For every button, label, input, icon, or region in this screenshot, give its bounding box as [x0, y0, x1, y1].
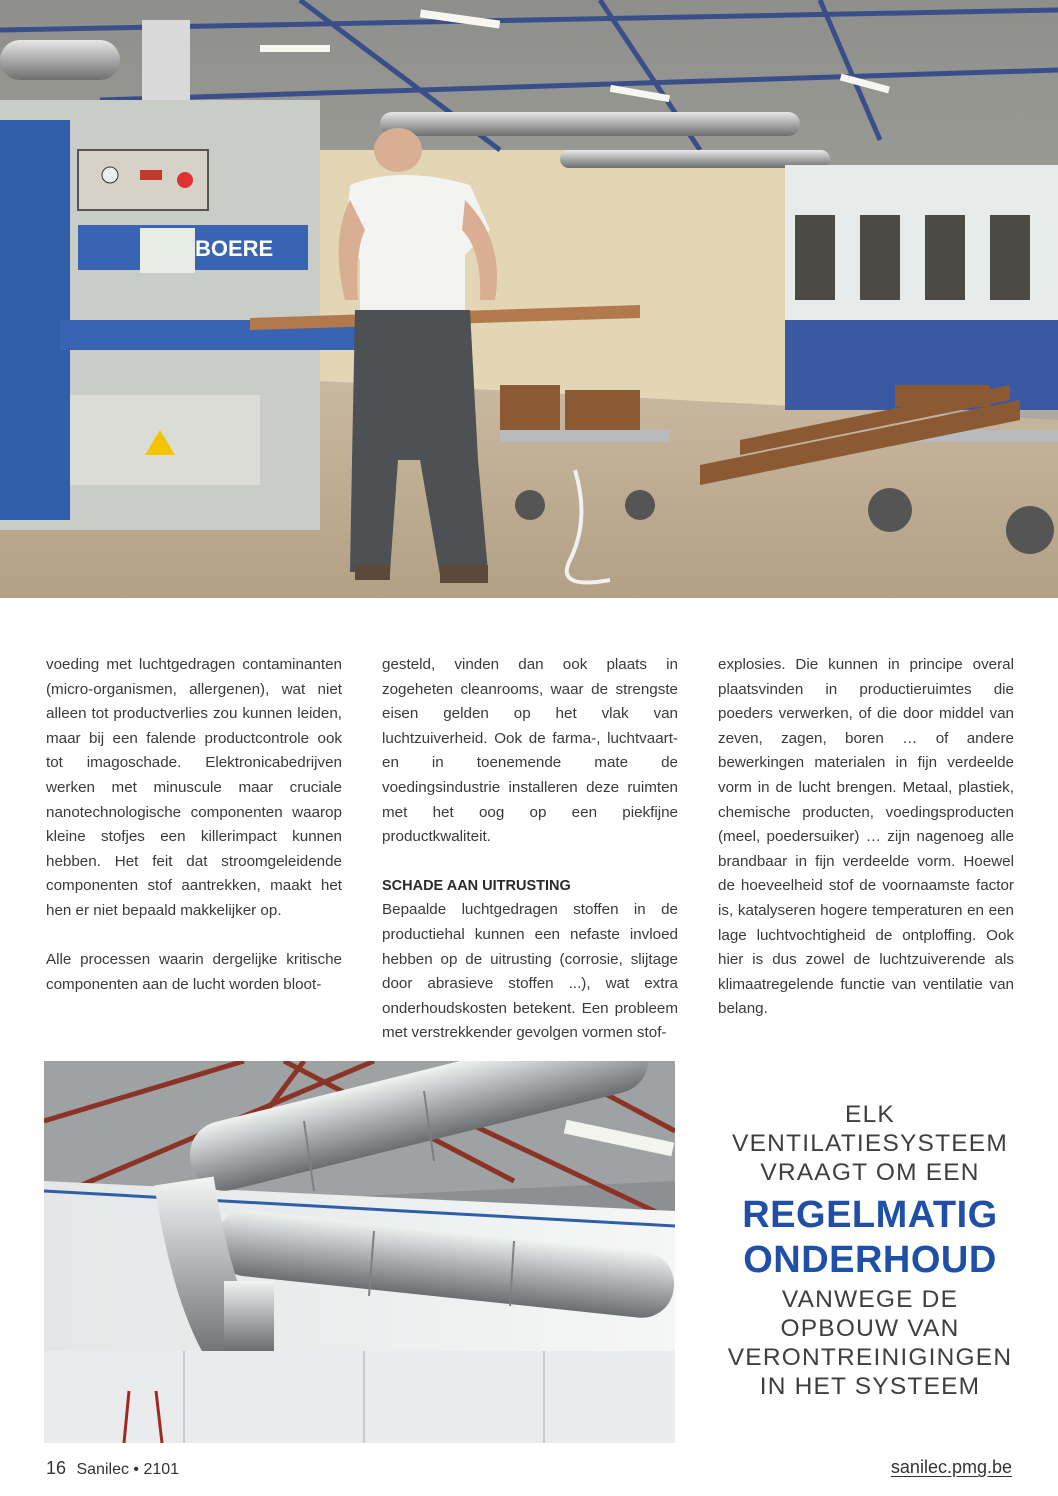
website-link[interactable]: sanilec.pmg.be — [890, 1457, 1012, 1477]
body-paragraph: voeding met luchtgedragen contaminanten (micro-organismen, allergenen), wat niet alleen tot productverlies zou kunnen leiden, maar bij een falende productcontrole ook tot imagoschade. Elektronicabedrijven werken met minuscule maar cruciale nanotechnologische componenten waarop kleine stofjes een killerimpact kunnen hebben. Het feit dat stroomgeleidende componenten stof aantrekken, maakt het hen er niet bepaald makkelijker op. — [46, 656, 342, 919]
footer-folio — [46, 1458, 179, 1479]
pull-quote-line: VANWEGE DE — [781, 1286, 959, 1313]
pull-quote-line: ELK VENTILATIESYSTEEM — [732, 1101, 1008, 1157]
body-paragraph: gesteld, vinden dan ook plaats in zogeheten cleanrooms, waar de strengste eisen gelden op het vlak van luchtzuiverheid. Ook de farma-, luchtvaart- en in toenemende mate de voedingsindustrie installeren deze ruimten met het oog op een piekfijne productkwaliteit. — [382, 656, 678, 846]
page-number: 16 — [46, 1458, 67, 1478]
pull-quote-emphasis: ONDERHOUD — [743, 1239, 997, 1281]
body-paragraph: explosies. Die kunnen in principe overal plaatsvinden in productieruimtes die poeders verwerken, of die door middel van zeven, zagen, boren … of andere bewerkingen materialen in fijn verdeelde vorm in de lucht brengen. Metaal, plastiek, chemische producten, voedingsproducten (meel, poedersuiker) … zijn nagenoeg alle brandbaar in fijn verdeelde vorm. Hoewel de hoeveelheid stof de voornaamste factor is, katalyseren hogere temperaturen en een lage luchtvochtigheid de ontploffing. Ook hier is dus zowel de luchtzuiverende als klimaatregelende functie van ventilatie van belang. — [718, 656, 1014, 1018]
pull-quote-line: VRAAGT OM EEN — [760, 1159, 980, 1186]
text-column-2 — [382, 653, 678, 1046]
section-heading: SCHADE AAN UITRUSTING — [382, 877, 571, 894]
pull-quote-line: OPBOUW VAN — [780, 1315, 960, 1342]
workshop-photo — [0, 0, 1058, 598]
workshop-photo-illustration — [0, 0, 1058, 598]
pull-quote-line: VERONTREINIGINGEN — [727, 1344, 1013, 1371]
magazine-issue: Sanilec • 2101 — [76, 1461, 180, 1478]
text-column-3 — [718, 653, 1014, 1022]
text-column-1 — [46, 653, 342, 997]
body-paragraph: Alle processen waarin dergelijke kritische componenten aan de lucht worden bloot- — [46, 951, 342, 993]
body-paragraph: Bepaalde luchtgedragen stoffen in de productiehal kunnen een nefaste invloed hebben op de uitrusting (corrosie, slijtage door abrasieve stoffen ...), wat extra onderhoudskosten betekent. Een probleem met verstrekkender gevolgen vormen stof- — [382, 901, 678, 1042]
pull-quote-emphasis: REGELMATIG — [742, 1194, 998, 1236]
pull-quote-line: IN HET SYSTEEM — [759, 1373, 981, 1400]
pull-quote — [708, 1100, 1032, 1401]
ventilation-ducts-photo — [44, 1061, 675, 1443]
machine-label: BOERE — [195, 236, 274, 261]
ventilation-ducts-illustration — [44, 1061, 675, 1443]
